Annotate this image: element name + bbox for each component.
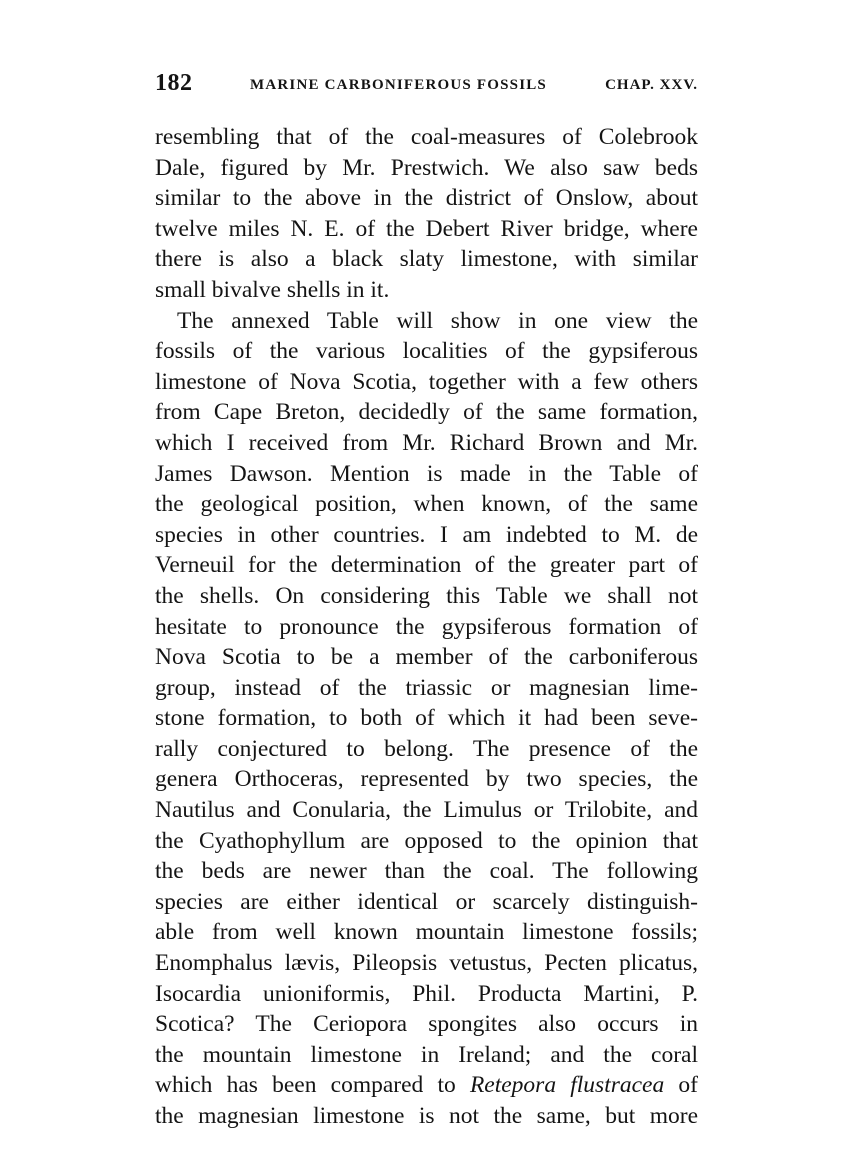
text-line: rally conjectured to belong. The presence of the [155,735,698,762]
text-line: the mountain limestone in Ireland; and the coral [155,1041,698,1068]
text-line-with-italic [155,1070,698,1101]
text-line: stone formation, to both of which it had been seve- [155,705,698,732]
text-line: limestone of Nova Scotia, together with a few others [155,368,698,395]
text-line: James Dawson. Mention is made in the Table of [155,460,698,487]
running-head [155,70,698,106]
body-text [155,122,698,1132]
text-line: Enomphalus lævis, Pileopsis vetustus, Pecten plicatus, [155,950,698,977]
chapter-reference: CHAP. XXV. [605,77,698,93]
text-line: resembling that of the coal-measures of Colebrook [155,124,698,150]
paragraph-1 [155,122,698,306]
paragraph-2 [155,306,698,1132]
text-line: Nautilus and Conularia, the Limulus or Trilobite, and [155,797,698,824]
text-line: Nova Scotia to be a member of the carboniferous [155,644,698,671]
species-name-italic: Retepora flustracea [469,1072,665,1099]
text-line: small bivalve shells in it. [155,276,390,303]
text-line: the beds are newer than the coal. The following [155,858,698,885]
text-line: genera Orthoceras, represented by two species, the [155,766,698,793]
text-line: The annexed Table will show in one view the [177,307,698,334]
text-line: the Cyathophyllum are opposed to the opinion that [155,827,698,854]
text-line: similar to the above in the district of Onslow, about [155,185,698,212]
text-line: Scotica? The Ceriopora spongites also occurs in [155,1011,698,1038]
text-line: the geological position, when known, of the same [155,491,698,518]
text-line: the magnesian limestone is not the same, but more [155,1103,698,1129]
text-line: the shells. On considering this Table we shall not [155,582,698,609]
line-segment: of [664,1072,698,1099]
running-title: MARINE CARBONIFEROUS FOSSILS [250,77,547,93]
book-page [155,70,698,1132]
text-line: Verneuil for the determination of the greater part of [155,552,698,579]
text-line: able from well known mountain limestone fossils; [155,919,698,946]
line-segment: which has been compared to [155,1072,470,1099]
text-line: there is also a black slaty limestone, with similar [155,246,698,273]
text-line: fossils of the various localities of the gypsiferous [155,338,698,365]
page-number: 182 [155,70,193,96]
text-line: Dale, figured by Mr. Prestwich. We also saw beds [155,154,698,181]
text-line: hesitate to pronounce the gypsiferous formation of [155,613,698,640]
text-line: from Cape Breton, decidedly of the same formation, [155,399,698,426]
text-line: species are either identical or scarcely distinguish- [155,888,698,915]
text-line: which I received from Mr. Richard Brown and Mr. [155,429,698,456]
text-line: twelve miles N. E. of the Debert River bridge, where [155,215,698,242]
text-line: species in other countries. I am indebted to M. de [155,521,698,548]
text-line: group, instead of the triassic or magnesian lime- [155,674,698,701]
text-line: Isocardia unioniformis, Phil. Producta Martini, P. [155,980,698,1007]
